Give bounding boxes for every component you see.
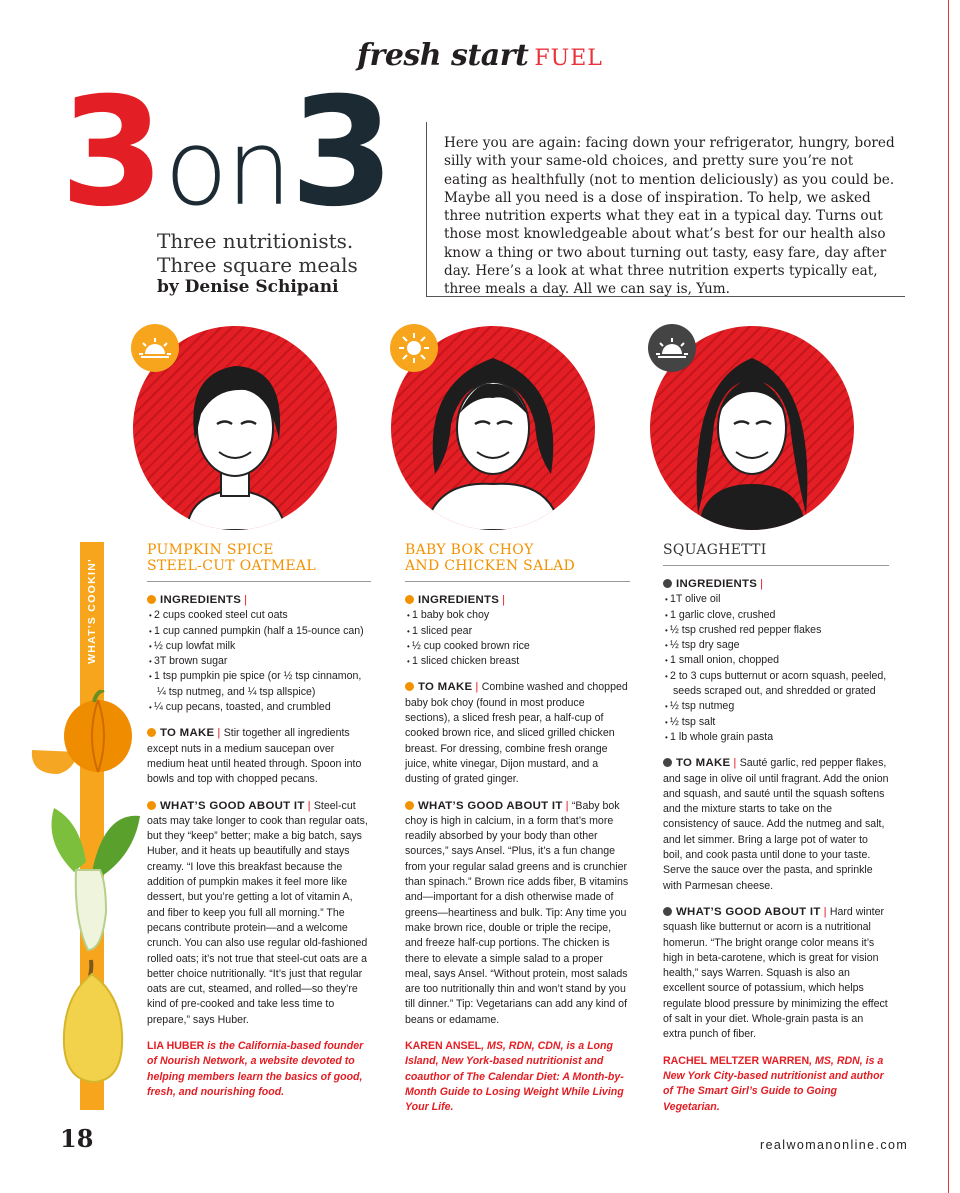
pumpkin-icon bbox=[28, 690, 140, 782]
sun-icon bbox=[390, 324, 438, 372]
page-number: 18 bbox=[60, 1124, 94, 1153]
ingredient-item: • 2 cups cooked steel cut oats bbox=[147, 608, 371, 623]
side-label-text: WHAT'S COOKIN' bbox=[86, 558, 98, 664]
squash-icon bbox=[58, 958, 128, 1084]
ingredient-item: • ½ cup cooked brown rice bbox=[405, 639, 630, 654]
recipe-column-2 bbox=[405, 542, 630, 1116]
to-make-section: TO MAKE | Sauté garlic, red pepper flakes, and sage in olive oil until fragrant. Add the onion and squash, and sauté until the squash softens and the mixture starts to take on the consistency of sauce. Add the nutmeg and salt, and let simmer. Bring a large pot of water to boil, and cook pasta until done to your taste. Serve the sauce over the pasta, and sprinkle with Parmesan cheese. bbox=[663, 757, 889, 892]
ingredients-list bbox=[663, 592, 889, 745]
byline: by Denise Schipani bbox=[157, 277, 339, 297]
bullet-dot-icon bbox=[147, 728, 156, 737]
dish-title-line-2: AND CHICKEN SALAD bbox=[405, 558, 576, 574]
dish-title-line-1: SQUAGHETTI bbox=[663, 542, 767, 558]
intro-paragraph: Here you are again: facing down your refrigerator, hungry, bored silly with your same-old choices, and pretty sure you’re not eating as healthfully (not to mention deliciously) as you could be. Maybe all you need is a dose of inspiration. To help, we asked three nutrition experts what they eat in a typical day. Turns out those most knowledgeable about what’s best for our health also know a thing or two about turning out tasty, easy fare, day after day. Here’s a look at what three nutrition experts typically eat, three meals a day. All we can say is, Yum. bbox=[444, 135, 895, 298]
website-url: realwomanonline.com bbox=[760, 1138, 909, 1152]
brand-name: fresh start bbox=[357, 38, 529, 73]
section-name: FUEL bbox=[534, 46, 603, 71]
ingredients-heading: INGREDIENTS | bbox=[663, 577, 889, 592]
ingredient-item: • 1 cup canned pumpkin (half a 15-ounce can) bbox=[147, 624, 371, 639]
whats-good-section: WHAT’S GOOD ABOUT IT | Steel-cut oats may take longer to cook than regular oats, but they “keep” better; make a big batch, says Huber, and it heats up beautifully and stays creamy. “I love this breakfast because the addition of pumpkin makes it feel more like dessert, but you’re getting a lot of vitamin A, and fiber to keep you full all morning.” The pecans contribute protein—and a welcome crunch. You can also use regular old-fashioned rolled oats; it’s not true that steel-cut oats are a better choice nutritionally. “It’s just that regular oats are cut, steamed, and rolled—so they’re kind of pre-cooked and take less time to prepare,” says Huber. bbox=[147, 799, 368, 1026]
whats-good-section: WHAT’S GOOD ABOUT IT | Hard winter squash like butternut or acorn is a nutritional homerun. “The bright orange color means it’s high in beta-carotene, which is great for vision health,” says Warren. Squash is also an excellent source of potassium, which helps regulate blood pressure by minimizing the effect of salt in your diet. Whole-grain pasta is an extra punch of fiber. bbox=[663, 905, 888, 1041]
ingredient-item: • 1 sliced chicken breast bbox=[405, 654, 630, 669]
author-bio: KAREN ANSEL, MS, RDN, CDN, is a Long Island, New York-based nutritionist and coauthor of The Calendar Diet: A Month-by-Month Guide to Losing Weight While Living Your Life. bbox=[405, 1040, 624, 1114]
bullet-dot-icon bbox=[405, 682, 414, 691]
bullet-dot-icon bbox=[405, 801, 414, 810]
bullet-dot-icon bbox=[663, 758, 672, 767]
ingredient-item: • ¼ cup pecans, toasted, and crumbled bbox=[147, 700, 371, 715]
dish-title bbox=[147, 542, 371, 582]
subtitle bbox=[157, 229, 358, 277]
ingredient-item: • 2 to 3 cups butternut or acorn squash, peeled, seeds scraped out, and shredded or grated bbox=[663, 669, 889, 700]
dish-title bbox=[663, 542, 889, 566]
ingredient-item: • 1 small onion, chopped bbox=[663, 653, 889, 668]
ingredients-list bbox=[147, 608, 371, 715]
whats-good-section: WHAT’S GOOD ABOUT IT | “Baby bok choy is high in calcium, in a form that’s more readily absorbed by your body than other sources,” says Ansel. “Plus, it’s a fun change from your regular salad greens and is crunchier than spinach.” Brown rice adds fiber, B vitamins and—important for a dish otherwise made of greens—heartiness and bulk. Tip: Any time you make brown rice, double or triple the recipe, and freeze half-cup portions. The chicken is there to elevate a simple salad to a proper meal, says Ansel. “Without protein, most salads are too nutritionally thin and won’t stand by you till dinner.” Tip: Vegetarians can add any kind of beans or edamame. bbox=[405, 799, 629, 1026]
ingredient-item: • ½ cup lowfat milk bbox=[147, 639, 371, 654]
portrait-illustration bbox=[684, 344, 820, 530]
subtitle-line-1: Three nutritionists. bbox=[157, 229, 354, 253]
page-edge-rule bbox=[948, 0, 949, 1193]
ingredient-item: • 3T brown sugar bbox=[147, 654, 371, 669]
bullet-dot-icon bbox=[663, 907, 672, 916]
sunset-icon bbox=[648, 324, 696, 372]
ingredient-item: • 1 lb whole grain pasta bbox=[663, 730, 889, 745]
bullet-dot-icon bbox=[405, 595, 414, 604]
ingredients-heading: INGREDIENTS | bbox=[405, 593, 630, 608]
bok-choy-icon bbox=[44, 802, 144, 952]
bullet-dot-icon bbox=[663, 579, 672, 588]
recipe-column-1 bbox=[147, 542, 371, 1100]
dish-title-line-2: STEEL-CUT OATMEAL bbox=[147, 558, 316, 574]
dish-title bbox=[405, 542, 630, 582]
ingredient-item: • ½ tsp dry sage bbox=[663, 638, 889, 653]
side-strip-label bbox=[80, 542, 104, 692]
bullet-dot-icon bbox=[147, 595, 156, 604]
portrait-illustration bbox=[167, 344, 303, 530]
to-make-section: TO MAKE | Combine washed and chopped baby bok choy (found in most produce sections), a sliced fresh pear, a half-cup of cooked brown rice, and sliced grilled chicken breast. For dressing, combine fresh orange juice, white vinegar, Dijon mustard, and a dusting of grated ginger. bbox=[405, 681, 628, 786]
bullet-dot-icon bbox=[147, 801, 156, 810]
ingredient-item: • 1 garlic clove, crushed bbox=[663, 608, 889, 623]
dish-title-line-1: PUMPKIN SPICE bbox=[147, 542, 274, 558]
page-title bbox=[60, 66, 395, 240]
sunrise-icon bbox=[131, 324, 179, 372]
ingredient-item: • ½ tsp nutmeg bbox=[663, 699, 889, 714]
ingredient-item: • 1T olive oil bbox=[663, 592, 889, 607]
ingredient-item: • ½ tsp salt bbox=[663, 715, 889, 730]
author-bio: RACHEL MELTZER WARREN, MS, RDN, is a New York City-based nutritionist and author of The Smart Girl’s Guide to Going Vegetarian. bbox=[663, 1054, 884, 1113]
to-make-section: TO MAKE | Stir together all ingredients except nuts in a medium saucepan over medium heat until heated through. Spoon into bowls and top with chopped pecans. bbox=[147, 727, 362, 786]
ingredients-list bbox=[405, 608, 630, 669]
subtitle-line-2: Three square meals bbox=[157, 253, 358, 277]
title-on: on bbox=[164, 107, 290, 229]
ingredient-item: • 1 sliced pear bbox=[405, 624, 630, 639]
author-bio: LIA HUBER is the California-based founder of Nourish Network, a website devoted to helping members learn the basics of good, fresh, and nourishing food. bbox=[147, 1040, 364, 1098]
ingredient-item: • 1 tsp pumpkin pie spice (or ½ tsp cinnamon, ¼ tsp nutmeg, and ¼ tsp allspice) bbox=[147, 669, 371, 700]
portrait-illustration bbox=[425, 344, 561, 530]
recipe-column-3 bbox=[663, 542, 889, 1115]
ingredients-heading: INGREDIENTS | bbox=[147, 593, 371, 608]
ingredient-item: • ½ tsp crushed red pepper flakes bbox=[663, 623, 889, 638]
title-number-1: 3 bbox=[60, 66, 165, 240]
dish-title-line-1: BABY BOK CHOY bbox=[405, 542, 534, 558]
ingredient-item: • 1 baby bok choy bbox=[405, 608, 630, 623]
title-number-2: 3 bbox=[289, 66, 395, 240]
